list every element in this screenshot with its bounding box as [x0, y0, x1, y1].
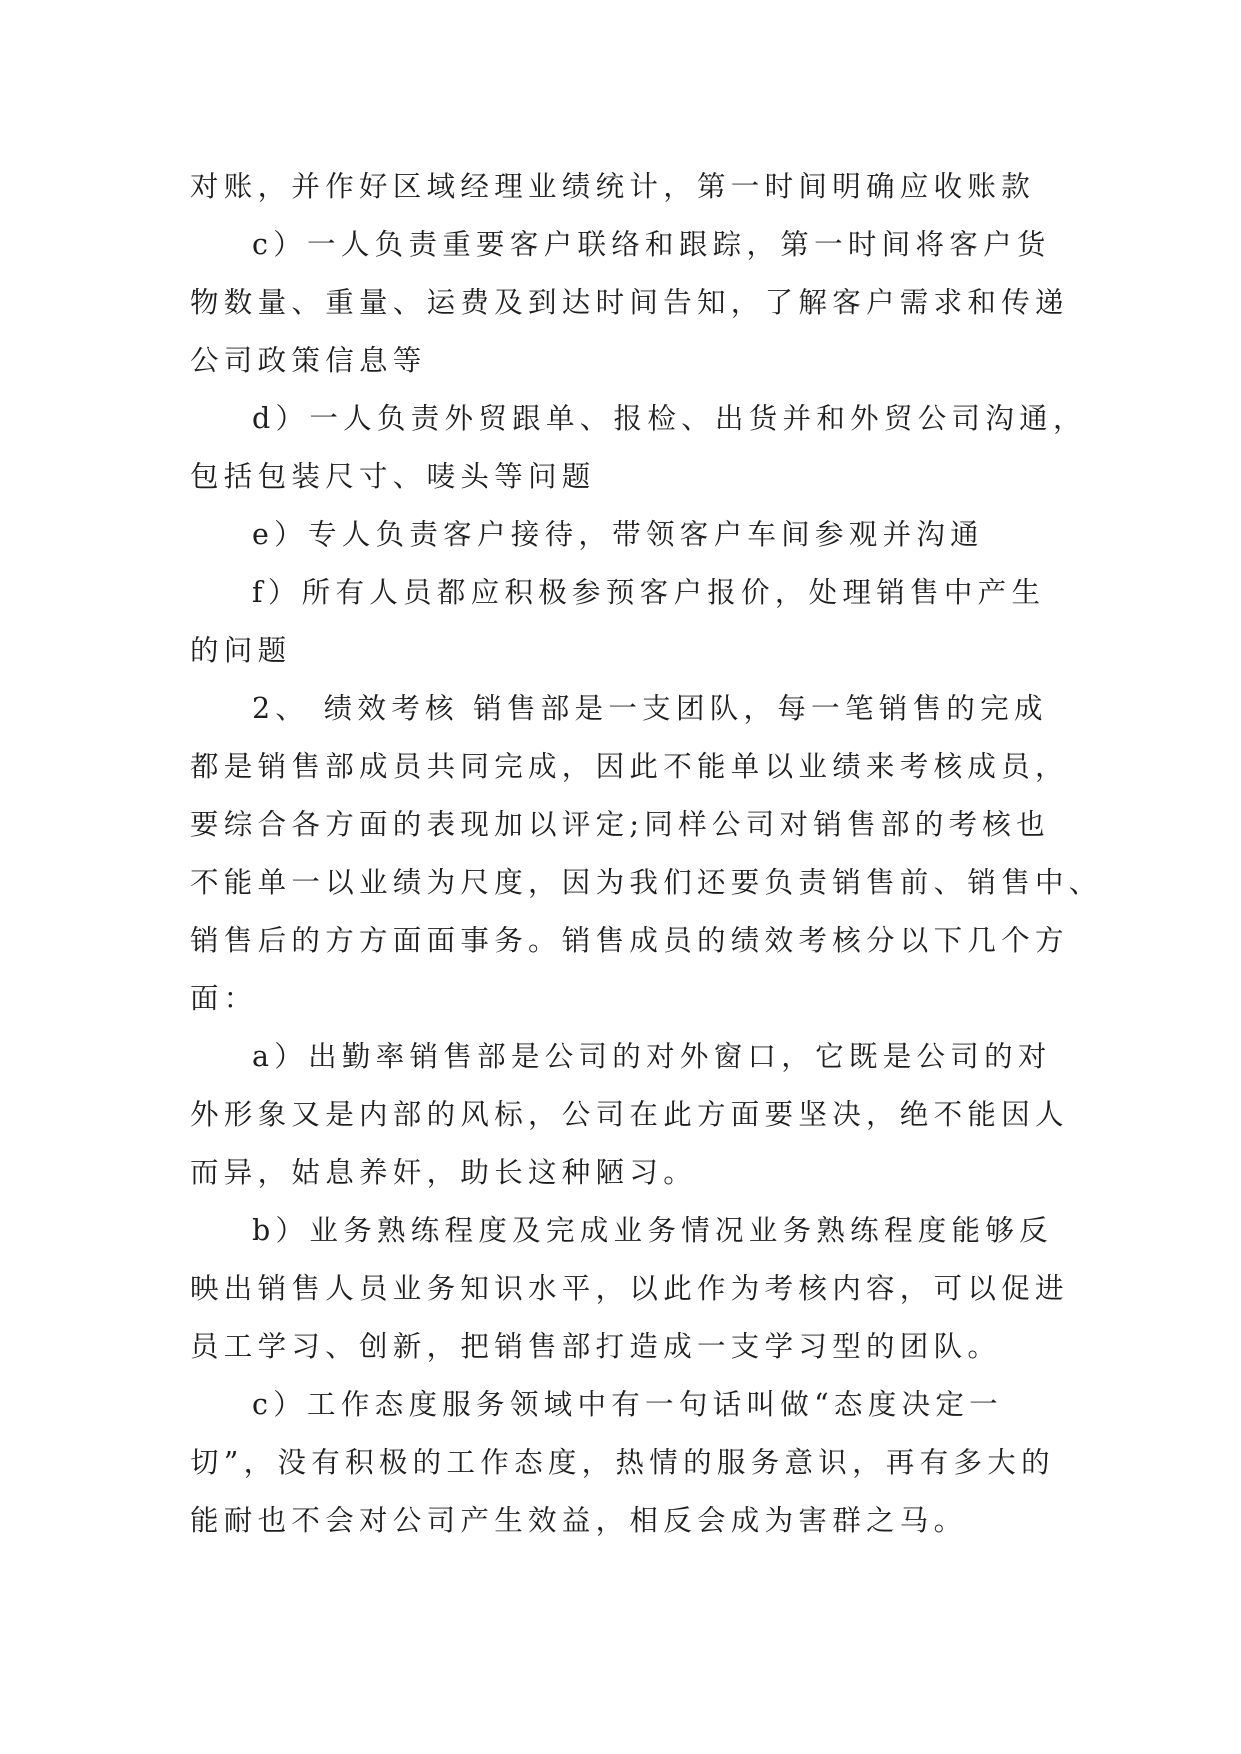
paragraph-line: 要综合各方面的表现加以评定;同样公司对销售部的考核也 [190, 808, 1050, 841]
paragraph-line: c）工作态度服务领域中有一句话叫做“态度决定一 [252, 1388, 1003, 1421]
paragraph-line: 能耐也不会对公司产生效益，相反会成为害群之马。 [190, 1504, 968, 1537]
paragraph-line: 映出销售人员业务知识水平，以此作为考核内容，可以促进 [190, 1272, 1069, 1305]
paragraph-line: 销售后的方方面面事务。销售成员的绩效考核分以下几个方 [190, 924, 1069, 957]
paragraph-line: e）专人负责客户接待，带领客户车间参观并沟通 [252, 518, 984, 551]
paragraph-line: c）一人负责重要客户联络和跟踪，第一时间将客户货 [252, 228, 1051, 261]
paragraph-line: f）所有人员都应积极参预客户报价，处理销售中产生 [252, 576, 1046, 609]
paragraph-line: 2、 绩效考核 销售部是一支团队，每一笔销售的完成 [252, 692, 1048, 725]
paragraph-line: 不能单一以业绩为尺度，因为我们还要负责销售前、销售中、 [190, 866, 1103, 899]
paragraph-line: 而异，姑息养奸，助长这种陋习。 [190, 1156, 698, 1189]
paragraph-line: 都是销售部成员共同完成，因此不能单以业绩来考核成员， [190, 750, 1069, 783]
document-body [190, 158, 1103, 1550]
paragraph-line: 公司政策信息等 [190, 344, 427, 377]
paragraph-line: a）出勤率销售部是公司的对外窗口，它既是公司的对 [252, 1040, 1052, 1073]
paragraph-line: 的问题 [190, 634, 292, 667]
paragraph-line: 包括包装尺寸、唛头等问题 [190, 460, 596, 493]
paragraph-line: d）一人负责外贸跟单、报检、出货并和外贸公司沟通， [252, 402, 1087, 435]
paragraph-line: 面： [190, 982, 258, 1015]
paragraph-line: 物数量、重量、运费及到达时间告知，了解客户需求和传递 [190, 286, 1069, 319]
paragraph-line: 外形象又是内部的风标，公司在此方面要坚决，绝不能因人 [190, 1098, 1069, 1131]
paragraph-line: b）业务熟练程度及完成业务情况业务熟练程度能够反 [252, 1214, 1053, 1247]
paragraph-line: 对账，并作好区域经理业绩统计，第一时间明确应收账款 [190, 170, 1036, 203]
paragraph-line: 员工学习、创新，把销售部打造成一支学习型的团队。 [190, 1330, 1002, 1363]
paragraph-line: 切”，没有积极的工作态度，热情的服务意识，再有多大的 [190, 1446, 1055, 1479]
